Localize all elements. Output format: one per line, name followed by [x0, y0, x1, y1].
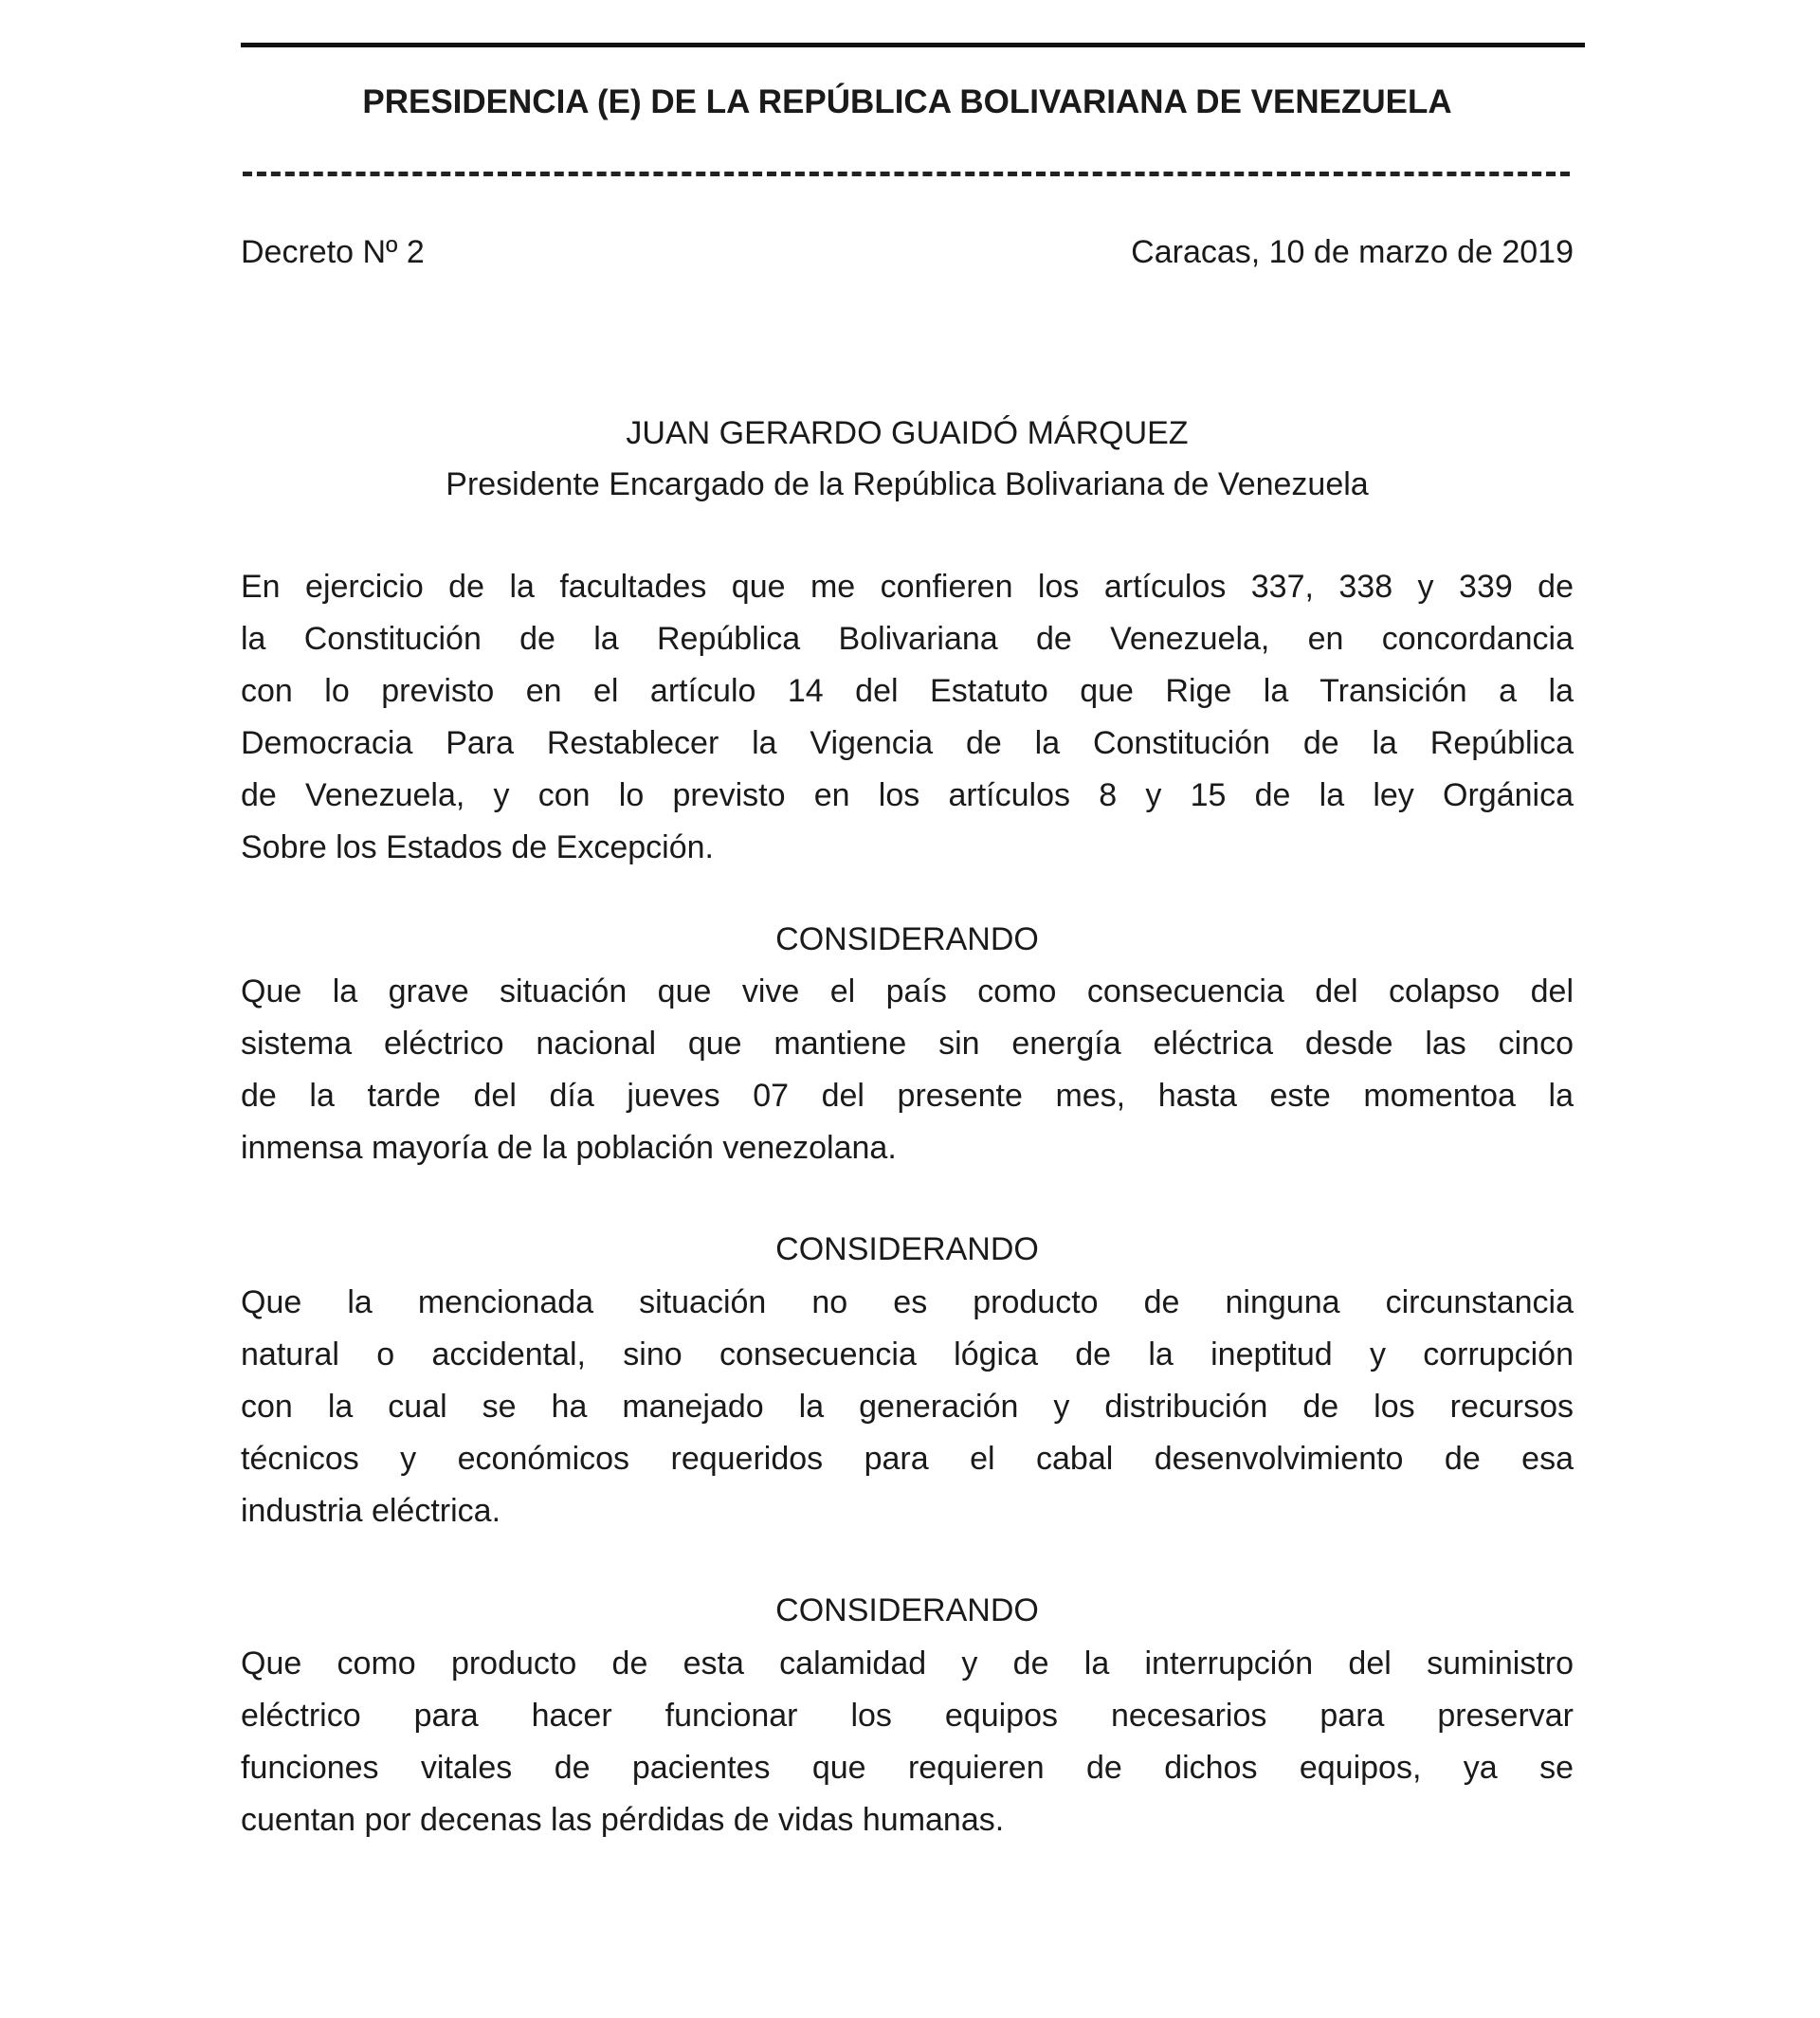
document-header: PRESIDENCIA (E) DE LA REPÚBLICA BOLIVARIANA DE VENEZUELA — [362, 83, 1452, 120]
text-line: con la cual se ha manejado la generación y distribución de los recursos — [241, 1389, 1574, 1425]
place-date: Caracas, 10 de marzo de 2019 — [1131, 234, 1574, 270]
separator-line — [243, 172, 1570, 176]
text-line: Que como producto de esta calamidad y de la interrupción del suministro — [241, 1645, 1574, 1682]
text-line: con lo previsto en el artículo 14 del Estatuto que Rige la Transición a la — [241, 673, 1574, 709]
considerando-paragraph — [241, 966, 1574, 1174]
considerando-paragraph — [241, 1277, 1574, 1537]
preamble-paragraph — [241, 561, 1574, 874]
decree-line — [241, 227, 1574, 279]
top-rule — [241, 43, 1585, 47]
text-line: En ejercicio de la facultades que me confieren los artículos 337, 338 y 339 de — [241, 569, 1574, 605]
text-line: Que la mencionada situación no es producto de ninguna circunstancia — [241, 1284, 1574, 1320]
decree-number: Decreto Nº 2 — [241, 234, 425, 270]
text-line: la Constitución de la República Bolivariana de Venezuela, en concordancia — [241, 621, 1574, 657]
text-line: eléctrico para hacer funcionar los equipos necesarios para preservar — [241, 1698, 1574, 1734]
text-line: industria eléctrica. — [241, 1493, 501, 1529]
text-line: natural o accidental, sino consecuencia lógica de la ineptitud y corrupción — [241, 1336, 1574, 1373]
text-line: sistema eléctrico nacional que mantiene sin energía eléctrica desde las cinco — [241, 1026, 1574, 1062]
text-line: Que la grave situación que vive el país como consecuencia del colapso del — [241, 973, 1574, 1009]
text-line: funciones vitales de pacientes que requieren de dichos equipos, ya se — [241, 1750, 1574, 1786]
text-line: Sobre los Estados de Excepción. — [241, 829, 714, 865]
considerando-heading: CONSIDERANDO — [775, 921, 1039, 957]
signatory-name: JUAN GERARDO GUAIDÓ MÁRQUEZ — [626, 415, 1189, 451]
considerando-paragraph — [241, 1638, 1574, 1846]
text-line: técnicos y económicos requeridos para el cabal desenvolvimiento de esa — [241, 1441, 1574, 1477]
text-line: de la tarde del día jueves 07 del presente mes, hasta este momentoa la — [241, 1078, 1574, 1114]
text-line: cuentan por decenas las pérdidas de vidas humanas. — [241, 1802, 1005, 1838]
text-line: de Venezuela, y con lo previsto en los artículos 8 y 15 de la ley Orgánica — [241, 777, 1574, 813]
text-line: inmensa mayoría de la población venezolana. — [241, 1130, 897, 1166]
signatory-role: Presidente Encargado de la República Bolivariana de Venezuela — [446, 466, 1369, 502]
considerando-heading: CONSIDERANDO — [775, 1592, 1039, 1628]
text-line: Democracia Para Restablecer la Vigencia de la Constitución de la República — [241, 725, 1574, 761]
considerando-heading: CONSIDERANDO — [775, 1231, 1039, 1267]
